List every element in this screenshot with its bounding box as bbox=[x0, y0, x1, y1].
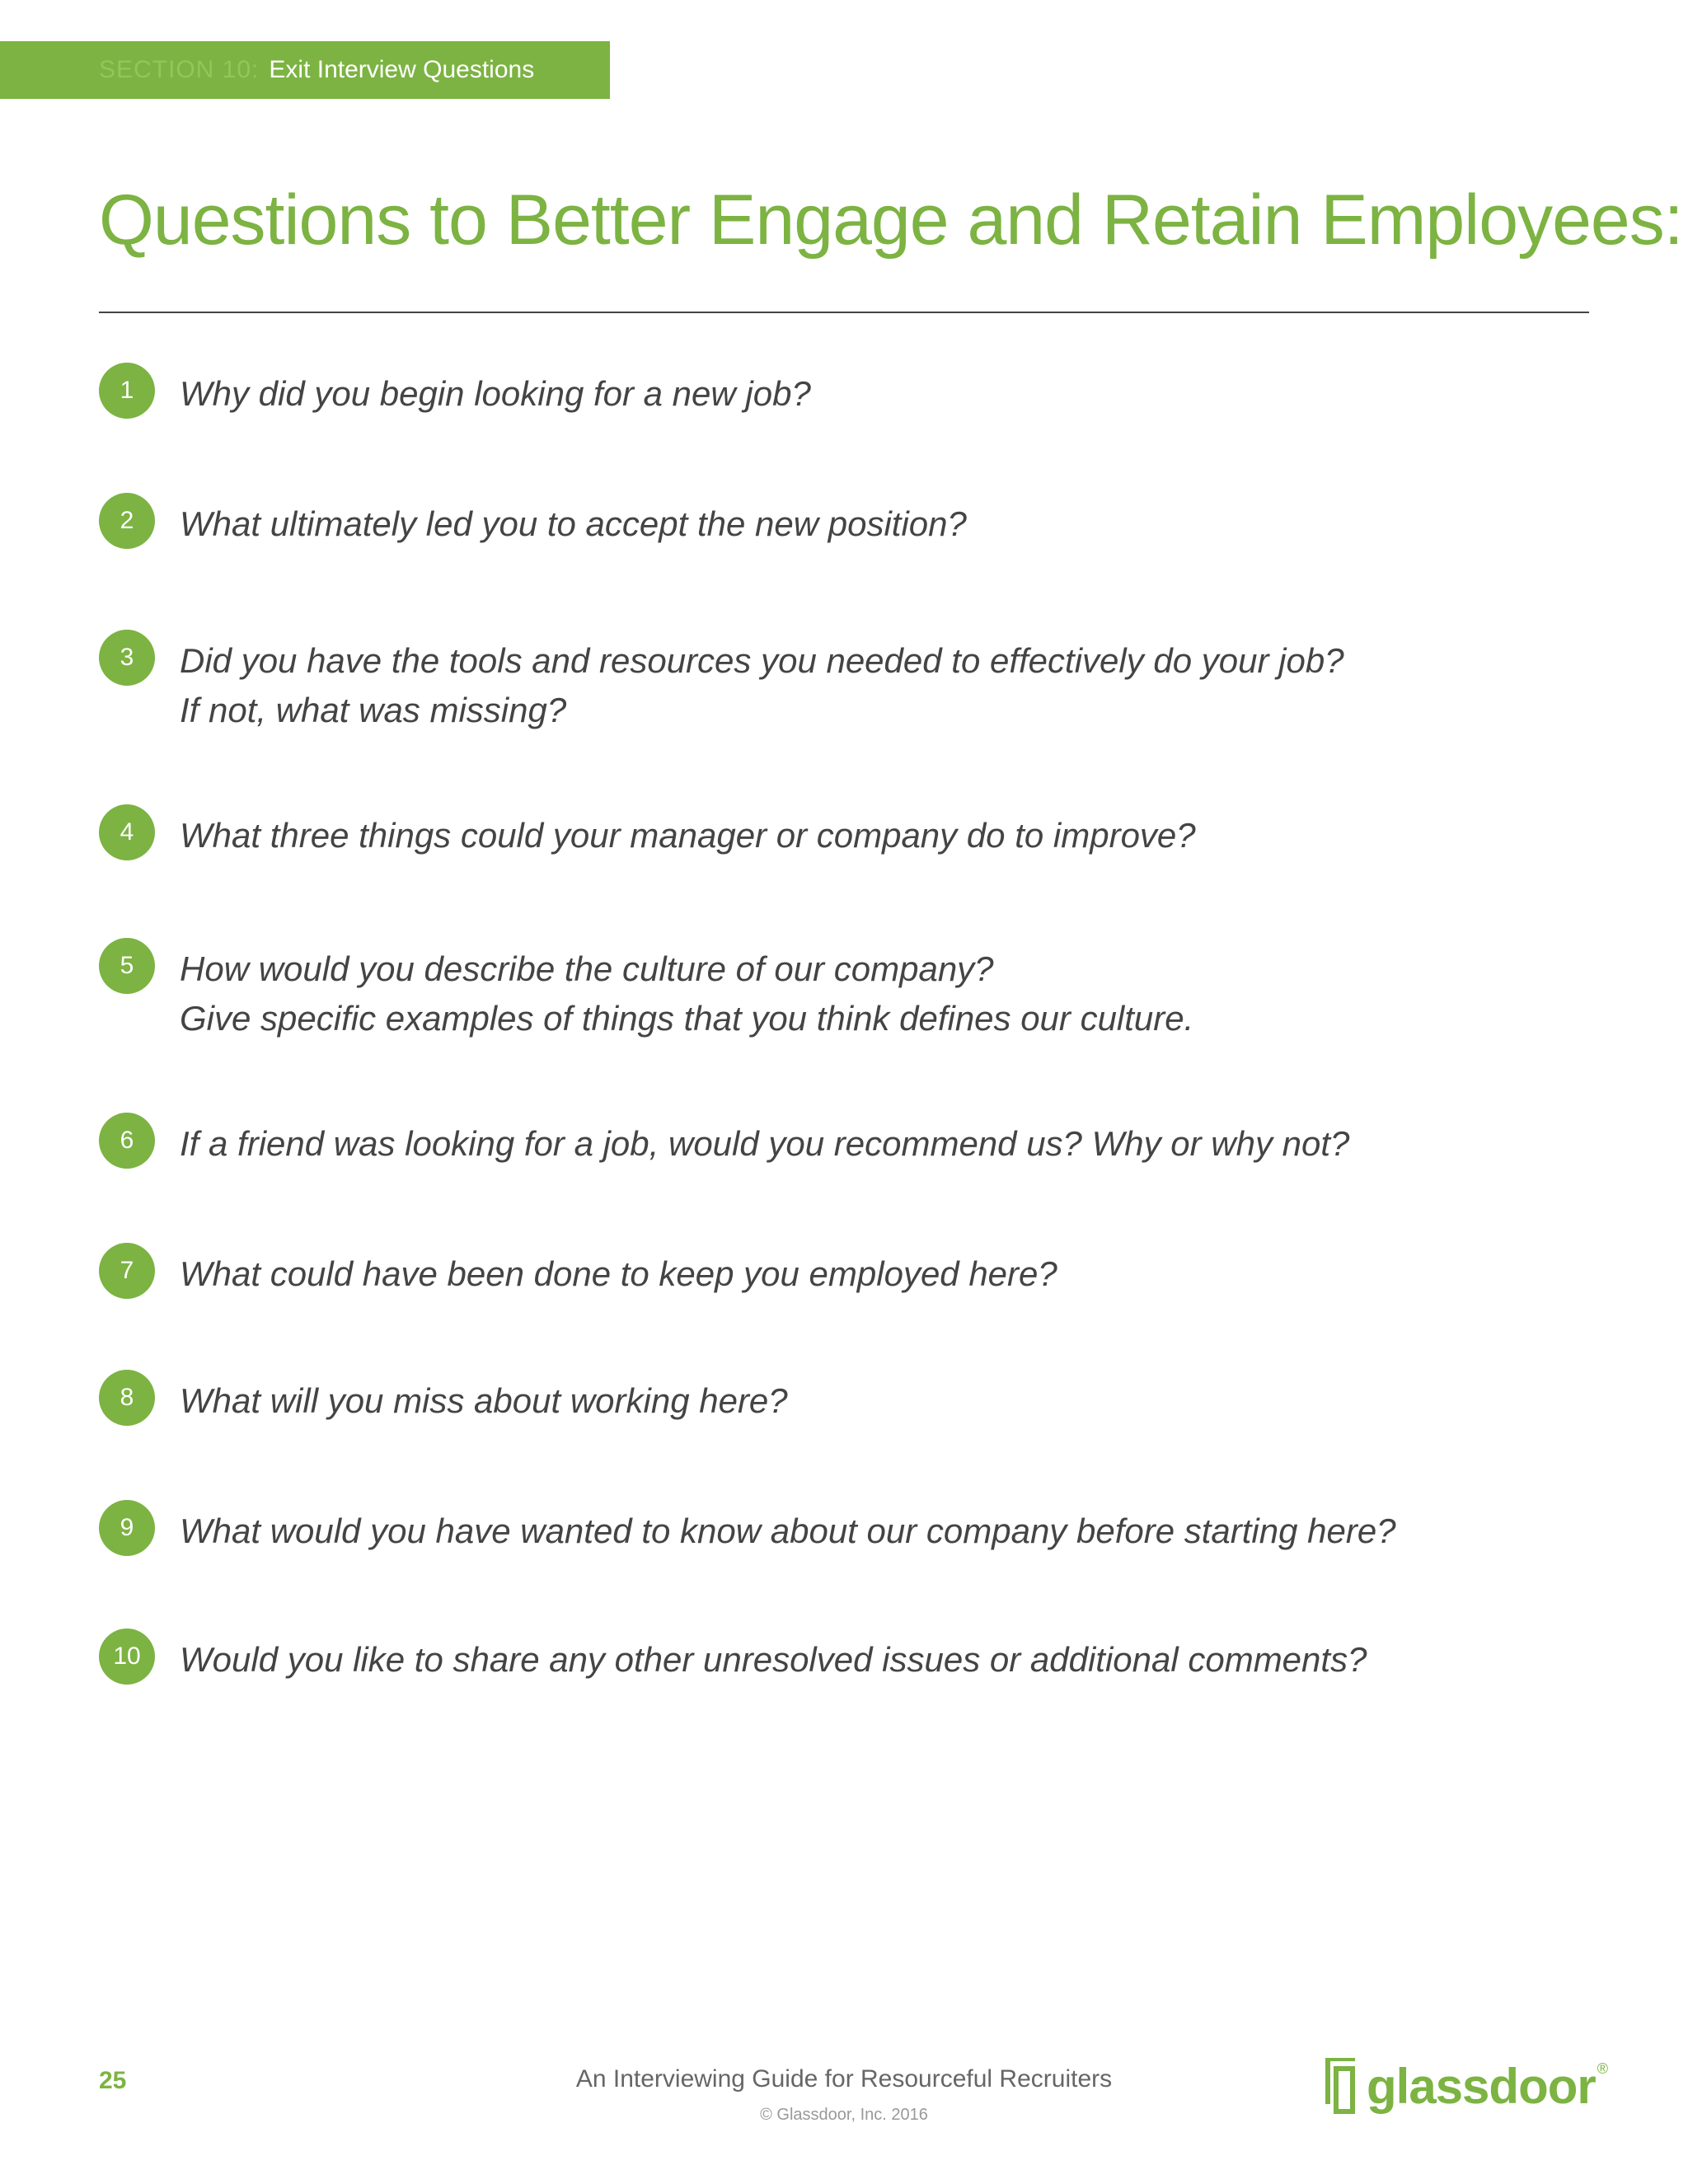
registered-mark: ® bbox=[1597, 2060, 1608, 2077]
question-line: What would you have wanted to know about our company before starting here? bbox=[180, 1511, 1396, 1550]
logo-wordmark: glassdoor bbox=[1367, 2058, 1596, 2114]
question-number-badge: 5 bbox=[99, 938, 155, 994]
question-number-badge: 7 bbox=[99, 1243, 155, 1299]
question-line: What will you miss about working here? bbox=[180, 1381, 788, 1420]
question-line: What three things could your manager or company do to improve? bbox=[180, 816, 1196, 855]
question-number-badge: 4 bbox=[99, 804, 155, 860]
page-title: Questions to Better Engage and Retain Employees: bbox=[99, 180, 1683, 260]
question-number-badge: 6 bbox=[99, 1113, 155, 1169]
question-text bbox=[180, 1249, 1057, 1299]
glassdoor-logo bbox=[1322, 2052, 1608, 2120]
question-text bbox=[180, 1376, 788, 1426]
question-text bbox=[180, 944, 1193, 1043]
footer-guide-title: An Interviewing Guide for Resourceful Recruiters bbox=[575, 2065, 1113, 2093]
footer-copyright: © Glassdoor, Inc. 2016 bbox=[760, 2106, 928, 2124]
question-text bbox=[180, 1635, 1367, 1685]
question-text bbox=[180, 369, 811, 419]
question-text bbox=[180, 811, 1196, 860]
question-text bbox=[180, 636, 1344, 735]
question-line: What ultimately led you to accept the new position? bbox=[180, 504, 967, 543]
question-number-badge: 10 bbox=[99, 1629, 155, 1685]
question-line: Would you like to share any other unresolved issues or additional comments? bbox=[180, 1640, 1367, 1679]
question-line: Why did you begin looking for a new job? bbox=[180, 374, 811, 413]
question-text bbox=[180, 1507, 1396, 1556]
question-text bbox=[180, 499, 967, 549]
glassdoor-door-icon bbox=[1322, 2053, 1360, 2119]
question-number-badge: 9 bbox=[99, 1500, 155, 1556]
question-line: Give specific examples of things that you think defines our culture. bbox=[180, 999, 1194, 1038]
question-line: If not, what was missing? bbox=[180, 691, 567, 729]
question-number-badge: 1 bbox=[99, 363, 155, 419]
question-number-badge: 3 bbox=[99, 630, 155, 686]
question-number-badge: 2 bbox=[99, 493, 155, 549]
question-line: How would you describe the culture of our company? bbox=[180, 949, 994, 988]
section-title: Exit Interview Questions bbox=[269, 56, 535, 83]
question-line: If a friend was looking for a job, would you recommend us? Why or why not? bbox=[180, 1124, 1350, 1163]
question-line: Did you have the tools and resources you needed to effectively do your job? bbox=[180, 641, 1344, 680]
question-number-badge: 8 bbox=[99, 1370, 155, 1426]
question-line: What could have been done to keep you employed here? bbox=[180, 1254, 1057, 1293]
section-label: SECTION 10: bbox=[99, 56, 260, 83]
question-text bbox=[180, 1119, 1349, 1169]
page-number: 25 bbox=[99, 2067, 127, 2094]
